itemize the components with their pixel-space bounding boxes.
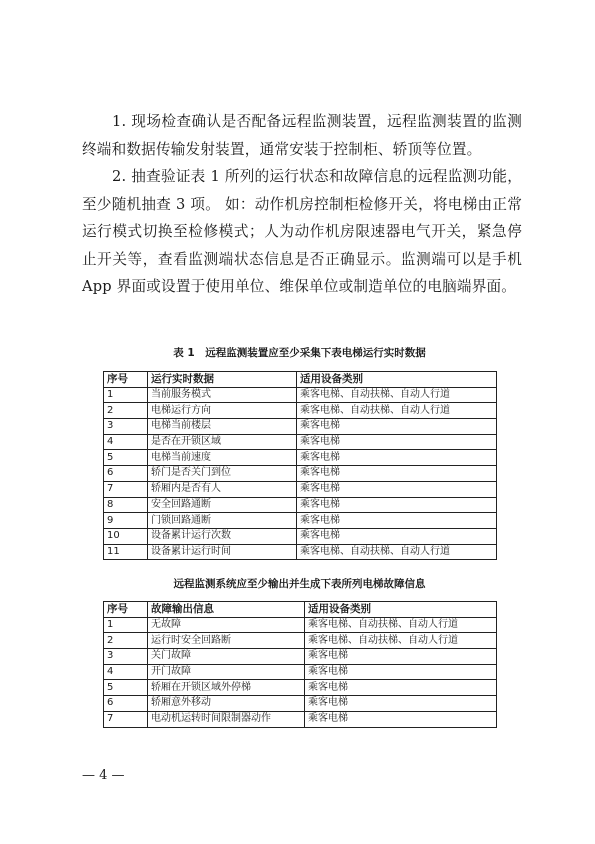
table-cell: 3 — [104, 419, 148, 435]
table-row — [104, 434, 497, 450]
table-cell: 乘客电梯 — [297, 481, 497, 497]
table-cell: 4 — [104, 664, 148, 680]
table-cell: 是否在开锁区域 — [148, 434, 297, 450]
table-cell: 轿厢意外移动 — [148, 696, 305, 712]
table-1 — [103, 371, 497, 560]
table-row — [104, 481, 497, 497]
table-cell: 乘客电梯、自动扶梯、自动人行道 — [305, 617, 497, 633]
table-cell: 轿厢在开锁区域外停梯 — [148, 680, 305, 696]
table-cell: 设备累计运行时间 — [148, 544, 297, 560]
table-cell: 乘客电梯、自动扶梯、自动人行道 — [297, 387, 497, 403]
table-cell: 乘客电梯、自动扶梯、自动人行道 — [305, 633, 497, 649]
table-cell: 9 — [104, 513, 148, 529]
table-row — [104, 497, 497, 513]
table-cell: 运行时安全回路断 — [148, 633, 305, 649]
table-cell: 乘客电梯 — [297, 419, 497, 435]
column-header: 适用设备类别 — [305, 602, 497, 618]
paragraph-1: 1. 现场检查确认是否配备远程监测装置，远程监测装置的监测终端和数据传输发射装置，通常安装于控制柜、轿顶等位置。 — [82, 113, 522, 158]
table-cell: 乘客电梯 — [305, 696, 497, 712]
table-cell: 4 — [104, 434, 148, 450]
table-row — [104, 450, 497, 466]
table-cell: 2 — [104, 403, 148, 419]
table-row — [104, 617, 497, 633]
table-cell: 乘客电梯 — [297, 528, 497, 544]
table-cell: 乘客电梯 — [297, 450, 497, 466]
table-cell: 7 — [104, 481, 148, 497]
table-cell: 设备累计运行次数 — [148, 528, 297, 544]
table-row — [104, 649, 497, 665]
table-row — [104, 387, 497, 403]
table-1-header-row — [104, 372, 497, 388]
table-2-header-row — [104, 602, 497, 618]
table-cell: 6 — [104, 466, 148, 482]
table-cell: 乘客电梯 — [305, 680, 497, 696]
table-cell: 10 — [104, 528, 148, 544]
table-row — [104, 544, 497, 560]
table-cell: 乘客电梯 — [297, 466, 497, 482]
table-cell: 门锁回路通断 — [148, 513, 297, 529]
table-cell: 乘客电梯、自动扶梯、自动人行道 — [297, 403, 497, 419]
table-row — [104, 513, 497, 529]
table-1-caption: 表 1 远程监测装置应至少采集下表电梯运行实时数据 — [173, 347, 426, 359]
table-row — [104, 528, 497, 544]
table-cell: 乘客电梯 — [305, 711, 497, 727]
table-cell: 8 — [104, 497, 148, 513]
table-cell: 5 — [104, 680, 148, 696]
table-cell: 7 — [104, 711, 148, 727]
table-cell: 11 — [104, 544, 148, 560]
table-cell: 当前服务模式 — [148, 387, 297, 403]
table-row — [104, 680, 497, 696]
table-cell: 3 — [104, 649, 148, 665]
page-number: — 4 — — [82, 768, 125, 783]
table-cell: 安全回路通断 — [148, 497, 297, 513]
table-cell: 5 — [104, 450, 148, 466]
table-cell: 1 — [104, 387, 148, 403]
table-cell: 乘客电梯 — [305, 649, 497, 665]
table-cell: 轿厢内是否有人 — [148, 481, 297, 497]
table-row — [104, 466, 497, 482]
table-cell: 1 — [104, 617, 148, 633]
table-cell: 开门故障 — [148, 664, 305, 680]
column-header: 序号 — [104, 602, 148, 618]
table-cell: 乘客电梯 — [297, 497, 497, 513]
table-row — [104, 419, 497, 435]
column-header: 运行实时数据 — [148, 372, 297, 388]
table-2-caption: 远程监测系统应至少输出并生成下表所列电梯故障信息 — [173, 578, 426, 590]
table-cell: 乘客电梯、自动扶梯、自动人行道 — [297, 544, 497, 560]
paragraph-2: 2. 抽查验证表 1 所列的运行状态和故障信息的远程监测功能，至少随机抽查 3 项。 如：动作机房控制柜检修开关，将电梯由正常运行模式切换至检修模式；人为动作机房限速器电气开关，紧急停止开关等，查看监测端状态信息是否正确显示。监测端可以是手机 App 界面或设置于使用单位、维保单位或制造单位的电脑端界面。 — [82, 168, 522, 295]
table-cell: 2 — [104, 633, 148, 649]
table-row — [104, 633, 497, 649]
table-cell: 电梯当前楼层 — [148, 419, 297, 435]
table-cell: 6 — [104, 696, 148, 712]
table-row — [104, 711, 497, 727]
table-cell: 乘客电梯 — [297, 513, 497, 529]
table-row — [104, 696, 497, 712]
table-cell: 关门故障 — [148, 649, 305, 665]
table-cell: 电梯运行方向 — [148, 403, 297, 419]
table-cell: 轿门是否关门到位 — [148, 466, 297, 482]
table-cell: 乘客电梯 — [297, 434, 497, 450]
column-header: 故障输出信息 — [148, 602, 305, 618]
table-cell: 电动机运转时间限制器动作 — [148, 711, 305, 727]
table-cell: 电梯当前速度 — [148, 450, 297, 466]
table-cell: 乘客电梯 — [305, 664, 497, 680]
table-row — [104, 403, 497, 419]
table-cell: 无故障 — [148, 617, 305, 633]
column-header: 适用设备类别 — [297, 372, 497, 388]
table-2 — [103, 601, 497, 728]
column-header: 序号 — [104, 372, 148, 388]
table-row — [104, 664, 497, 680]
